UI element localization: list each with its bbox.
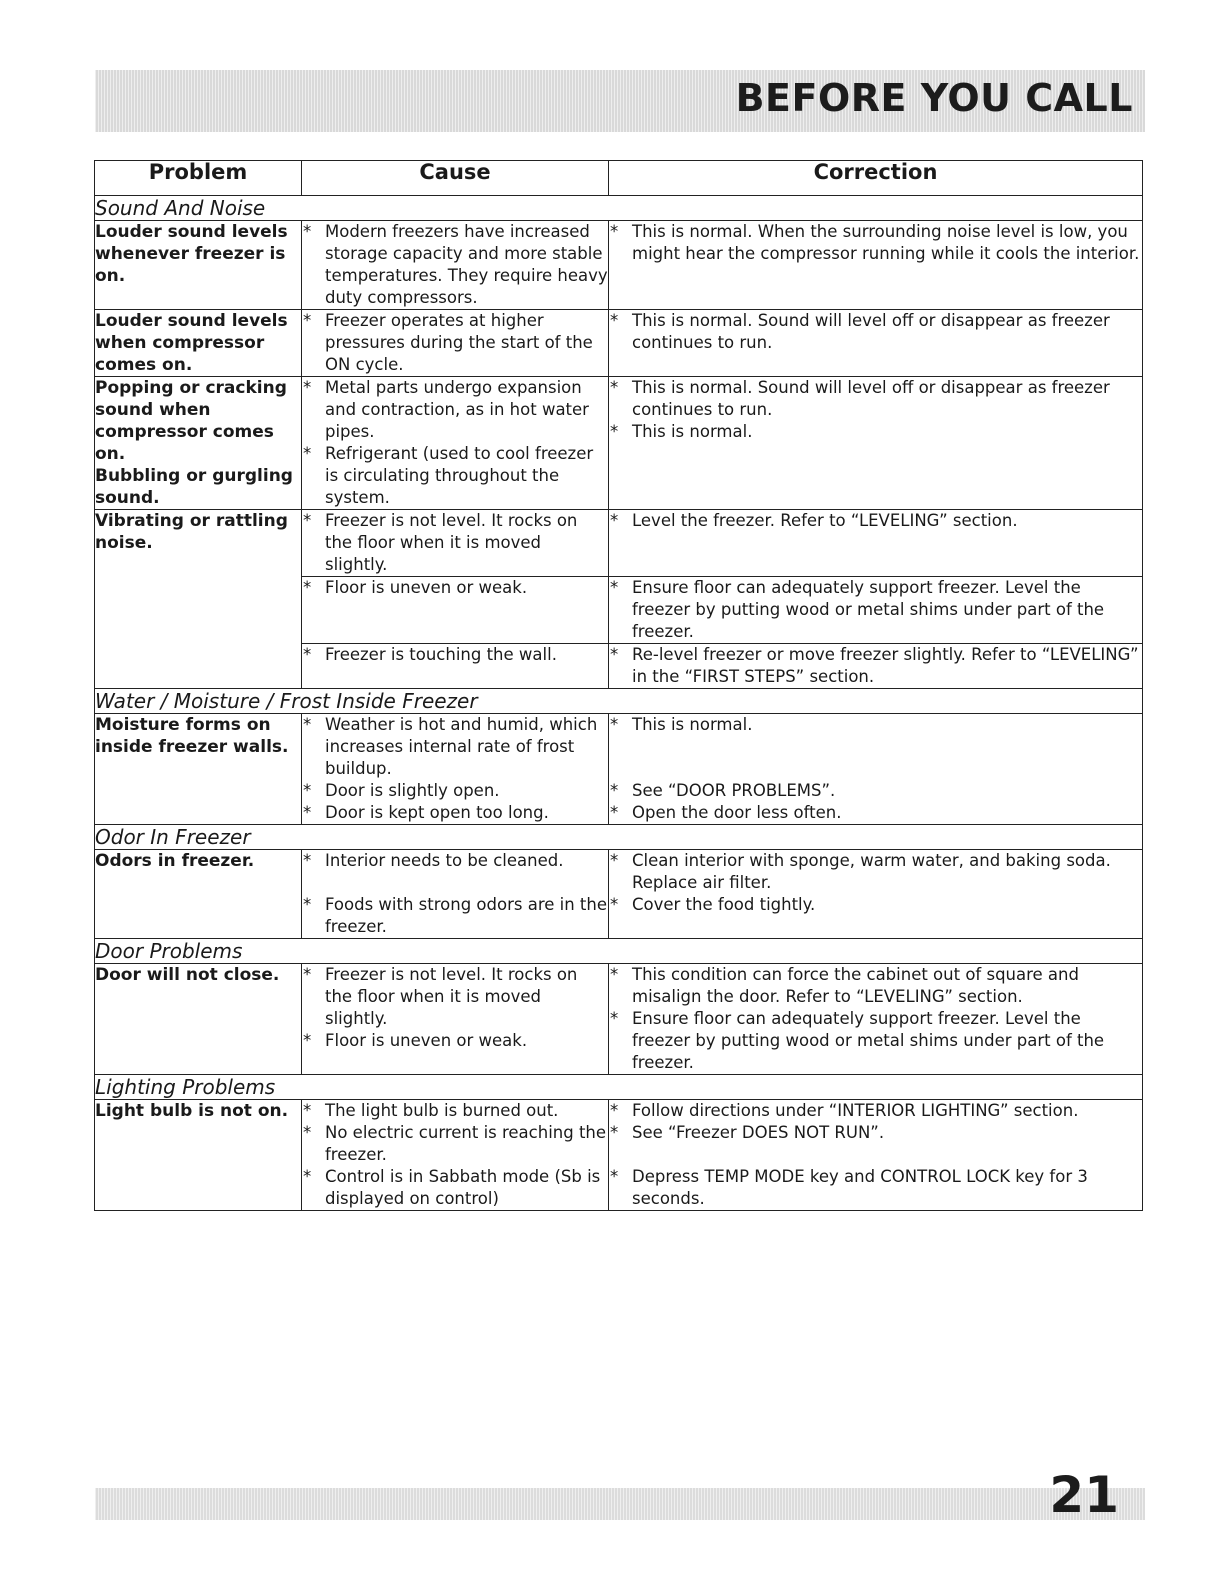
bullet-marker: * bbox=[610, 422, 619, 441]
bullet-marker: * bbox=[303, 645, 312, 664]
cause-text: Refrigerant (used to cool freezer is circulating throughout the system. bbox=[325, 444, 594, 507]
correction-text: Ensure floor can adequately support freezer. Level the freezer by putting wood or metal shims under part of the freezer. bbox=[632, 578, 1105, 641]
cause-text: Control is in Sabbath mode (Sb is displayed on control) bbox=[325, 1167, 601, 1208]
table-row bbox=[95, 850, 1143, 939]
bullet-marker: * bbox=[610, 1101, 619, 1120]
troubleshooting-table bbox=[94, 160, 1143, 1211]
bullet-marker: * bbox=[303, 965, 312, 984]
bullet-marker: * bbox=[610, 311, 619, 330]
cause-cell bbox=[302, 377, 609, 510]
bullet-marker: * bbox=[610, 511, 619, 530]
cause-text: The light bulb is burned out. bbox=[325, 1101, 559, 1120]
section-title: Door Problems bbox=[95, 939, 1143, 964]
section-row bbox=[95, 939, 1143, 964]
correction-cell bbox=[609, 964, 1143, 1075]
problem-cell: Odors in freezer. bbox=[95, 850, 302, 939]
section-row bbox=[95, 825, 1143, 850]
table-row bbox=[95, 221, 1143, 310]
section-title: Sound And Noise bbox=[95, 196, 1143, 221]
cause-text: Door is slightly open. bbox=[325, 781, 500, 800]
cause-text: Freezer is touching the wall. bbox=[325, 645, 557, 664]
correction-text: Clean interior with sponge, warm water, and baking soda. Replace air filter. bbox=[632, 851, 1111, 892]
correction-text: This is normal. bbox=[632, 715, 753, 734]
bullet-marker: * bbox=[610, 895, 619, 914]
bullet-marker: * bbox=[610, 378, 619, 397]
problem-cell: Moisture forms on inside freezer walls. bbox=[95, 714, 302, 825]
section-row bbox=[95, 689, 1143, 714]
problem-text: Bubbling or gurgling sound. bbox=[95, 466, 293, 508]
bullet-marker: * bbox=[610, 965, 619, 984]
cause-text: Floor is uneven or weak. bbox=[325, 578, 528, 597]
page-number: 21 bbox=[1049, 1466, 1119, 1524]
cause-text: No electric current is reaching the freezer. bbox=[325, 1123, 607, 1164]
header-correction: Correction bbox=[609, 161, 1143, 196]
correction-cell bbox=[609, 221, 1143, 310]
bullet-marker: * bbox=[610, 851, 619, 870]
correction-text: Cover the food tightly. bbox=[632, 895, 816, 914]
bullet-marker: * bbox=[303, 803, 312, 822]
bullet-marker: * bbox=[303, 444, 312, 463]
section-title: Water / Moisture / Frost Inside Freezer bbox=[95, 689, 1143, 714]
cause-cell bbox=[302, 644, 609, 689]
correction-text: This is normal. Sound will level off or disappear as freezer continues to run. bbox=[632, 311, 1110, 352]
correction-cell bbox=[609, 510, 1143, 577]
cause-cell bbox=[302, 577, 609, 644]
correction-text: Open the door less often. bbox=[632, 803, 842, 822]
bullet-marker: * bbox=[303, 895, 312, 914]
correction-text: Depress TEMP MODE key and CONTROL LOCK key for 3 seconds. bbox=[632, 1167, 1088, 1208]
correction-cell bbox=[609, 377, 1143, 510]
cause-cell bbox=[302, 310, 609, 377]
section-title: Lighting Problems bbox=[95, 1075, 1143, 1100]
cause-cell bbox=[302, 964, 609, 1075]
cause-text: Door is kept open too long. bbox=[325, 803, 549, 822]
table-row bbox=[95, 377, 1143, 510]
problem-cell: Light bulb is not on. bbox=[95, 1100, 302, 1211]
bullet-marker: * bbox=[610, 1123, 619, 1142]
cause-text: Freezer is not level. It rocks on the floor when it is moved slightly. bbox=[325, 511, 578, 574]
bullet-marker: * bbox=[610, 645, 619, 664]
correction-text: This condition can force the cabinet out of square and misalign the door. Refer to “LEVELING” section. bbox=[632, 965, 1079, 1006]
correction-cell bbox=[609, 850, 1143, 939]
correction-text: Ensure floor can adequately support freezer. Level the freezer by putting wood or metal shims under part of the freezer. bbox=[632, 1009, 1105, 1072]
section-row bbox=[95, 196, 1143, 221]
table-row bbox=[95, 1100, 1143, 1211]
correction-text: This is normal. Sound will level off or disappear as freezer continues to run. bbox=[632, 378, 1110, 419]
problem-text: Popping or cracking sound when compressor comes on. bbox=[95, 378, 287, 464]
cause-cell bbox=[302, 714, 609, 825]
bullet-marker: * bbox=[303, 222, 312, 241]
bullet-marker: * bbox=[303, 715, 312, 734]
section-row bbox=[95, 1075, 1143, 1100]
correction-text: This is normal. When the surrounding noise level is low, you might hear the compressor running while it cools the interior. bbox=[632, 222, 1140, 263]
cause-text: Weather is hot and humid, which increases internal rate of frost buildup. bbox=[325, 715, 598, 778]
bullet-marker: * bbox=[303, 1031, 312, 1050]
cause-text: Modern freezers have increased storage capacity and more stable temperatures. They require heavy duty compressors. bbox=[325, 222, 608, 307]
correction-cell bbox=[609, 1100, 1143, 1211]
correction-text: This is normal. bbox=[632, 422, 753, 441]
table-header-row bbox=[95, 161, 1143, 196]
bullet-marker: * bbox=[303, 378, 312, 397]
correction-text: Re-level freezer or move freezer slightly. Refer to “LEVELING” in the “FIRST STEPS” section. bbox=[632, 645, 1139, 686]
problem-cell: Vibrating or rattling noise. bbox=[95, 510, 302, 689]
cause-text: Freezer is not level. It rocks on the floor when it is moved slightly. bbox=[325, 965, 578, 1028]
table-row bbox=[95, 310, 1143, 377]
table-row bbox=[95, 714, 1143, 825]
cause-cell bbox=[302, 850, 609, 939]
correction-text: See “DOOR PROBLEMS”. bbox=[632, 781, 836, 800]
problem-cell bbox=[95, 377, 302, 510]
correction-cell bbox=[609, 310, 1143, 377]
cause-text: Interior needs to be cleaned. bbox=[325, 851, 564, 870]
bullet-marker: * bbox=[610, 1167, 619, 1186]
bullet-marker: * bbox=[303, 1101, 312, 1120]
bullet-marker: * bbox=[610, 1009, 619, 1028]
bullet-marker: * bbox=[610, 715, 619, 734]
problem-cell: Door will not close. bbox=[95, 964, 302, 1075]
bullet-marker: * bbox=[303, 781, 312, 800]
cause-text: Metal parts undergo expansion and contraction, as in hot water pipes. bbox=[325, 378, 589, 441]
header-problem: Problem bbox=[95, 161, 302, 196]
cause-cell bbox=[302, 1100, 609, 1211]
section-title: Odor In Freezer bbox=[95, 825, 1143, 850]
bullet-marker: * bbox=[303, 851, 312, 870]
cause-text: Foods with strong odors are in the freezer. bbox=[325, 895, 607, 936]
bullet-marker: * bbox=[610, 578, 619, 597]
table-row bbox=[95, 964, 1143, 1075]
problem-cell: Louder sound levels when compressor comes on. bbox=[95, 310, 302, 377]
bullet-marker: * bbox=[610, 803, 619, 822]
cause-cell bbox=[302, 510, 609, 577]
bullet-marker: * bbox=[303, 511, 312, 530]
correction-cell bbox=[609, 644, 1143, 689]
bullet-marker: * bbox=[610, 781, 619, 800]
header-banner bbox=[95, 70, 1145, 132]
header-cause: Cause bbox=[302, 161, 609, 196]
cause-text: Floor is uneven or weak. bbox=[325, 1031, 528, 1050]
bullet-marker: * bbox=[303, 1123, 312, 1142]
bullet-marker: * bbox=[303, 1167, 312, 1186]
correction-text: See “Freezer DOES NOT RUN”. bbox=[632, 1123, 885, 1142]
footer-banner bbox=[95, 1466, 1145, 1524]
bullet-marker: * bbox=[303, 311, 312, 330]
problem-cell: Louder sound levels whenever freezer is on. bbox=[95, 221, 302, 310]
page-title: BEFORE YOU CALL bbox=[735, 76, 1133, 120]
bullet-marker: * bbox=[610, 222, 619, 241]
correction-cell bbox=[609, 577, 1143, 644]
bullet-marker: * bbox=[303, 578, 312, 597]
correction-text: Follow directions under “INTERIOR LIGHTING” section. bbox=[632, 1101, 1079, 1120]
cause-cell bbox=[302, 221, 609, 310]
correction-text: Level the freezer. Refer to “LEVELING” section. bbox=[632, 511, 1018, 530]
correction-cell bbox=[609, 714, 1143, 825]
cause-text: Freezer operates at higher pressures during the start of the ON cycle. bbox=[325, 311, 593, 374]
table-row bbox=[95, 510, 1143, 577]
